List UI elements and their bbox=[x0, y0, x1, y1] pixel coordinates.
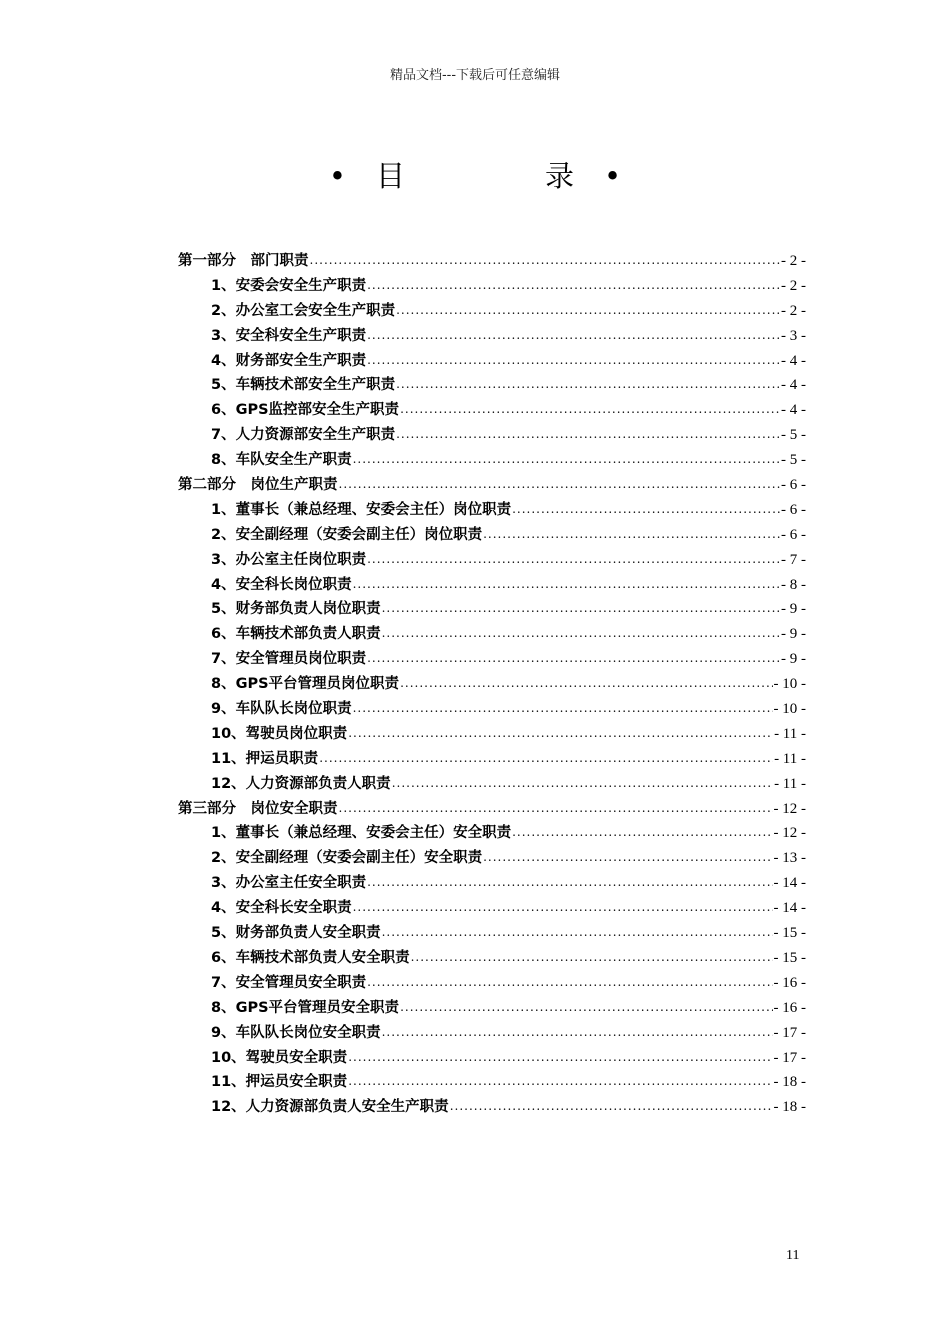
toc-entry[interactable] bbox=[178, 772, 806, 797]
toc-entry-page: - 4 - bbox=[781, 377, 806, 394]
toc-dot-leader bbox=[348, 721, 773, 746]
header-note: 精品文档---下载后可任意编辑 bbox=[389, 68, 561, 83]
toc-entry[interactable] bbox=[178, 548, 806, 573]
toc-section-entry[interactable] bbox=[178, 797, 806, 822]
toc-entry[interactable] bbox=[178, 1070, 806, 1095]
toc-entry[interactable] bbox=[178, 722, 806, 747]
toc-entry-label: 4、安全科长安全职责 bbox=[211, 900, 352, 917]
toc-entry-label: 2、安全副经理（安委会副主任）安全职责 bbox=[211, 850, 483, 867]
toc-entry-page: - 18 - bbox=[773, 1074, 806, 1091]
toc-entry-label: 4、安全科长岗位职责 bbox=[211, 576, 352, 593]
toc-entry[interactable] bbox=[178, 274, 806, 299]
toc-entry-page: - 15 - bbox=[773, 949, 806, 966]
toc-entry[interactable] bbox=[178, 1046, 806, 1071]
toc-dot-leader bbox=[400, 995, 772, 1020]
toc-entry-page: - 5 - bbox=[781, 427, 806, 444]
toc-entry-page: - 12 - bbox=[773, 825, 806, 842]
toc-entry[interactable] bbox=[178, 896, 806, 921]
toc-entry-page: - 9 - bbox=[781, 601, 806, 618]
toc-entry-page: - 2 - bbox=[781, 302, 806, 319]
toc-entry[interactable] bbox=[178, 946, 806, 971]
toc-entry-label: 第二部分 岗位生产职责 bbox=[178, 477, 338, 494]
toc-entry-page: - 10 - bbox=[773, 701, 806, 718]
toc-entry-page: - 16 - bbox=[773, 974, 806, 991]
toc-entry-label: 8、GPS平台管理员岗位职责 bbox=[211, 676, 400, 693]
toc-entry-page: - 17 - bbox=[773, 1024, 806, 1041]
toc-entry-page: - 2 - bbox=[781, 253, 806, 269]
toc-entry-label: 第三部分 岗位安全职责 bbox=[178, 800, 338, 817]
toc-entry[interactable] bbox=[178, 573, 806, 598]
toc-entry-label: 11、押运员安全职责 bbox=[211, 1074, 348, 1091]
toc-entry-label: 3、办公室主任安全职责 bbox=[211, 875, 367, 892]
toc-entry-label: 2、办公室工会安全生产职责 bbox=[211, 302, 396, 319]
title-bullet-left: • bbox=[328, 159, 346, 193]
toc-entry-page: - 5 - bbox=[781, 452, 806, 469]
toc-dot-leader bbox=[450, 1094, 773, 1119]
toc-dot-leader bbox=[396, 372, 780, 397]
toc-dot-leader bbox=[353, 447, 780, 472]
toc-entry-label: 7、安全管理员安全职责 bbox=[211, 974, 367, 991]
toc-entry-label: 6、GPS监控部安全生产职责 bbox=[211, 402, 400, 419]
toc-section-entry[interactable] bbox=[178, 473, 806, 498]
toc-entry-label: 8、车队安全生产职责 bbox=[211, 452, 352, 469]
toc-entry[interactable] bbox=[178, 697, 806, 722]
page-number: 11 bbox=[786, 1248, 800, 1263]
toc-entry-label: 2、安全副经理（安委会副主任）岗位职责 bbox=[211, 526, 483, 543]
toc-entry-label: 6、车辆技术部负责人职责 bbox=[211, 626, 381, 643]
toc-entry-page: - 3 - bbox=[781, 327, 806, 344]
toc-entry-label: 5、车辆技术部安全生产职责 bbox=[211, 377, 396, 394]
toc-entry[interactable] bbox=[178, 498, 806, 523]
toc-entry[interactable] bbox=[178, 523, 806, 548]
toc-dot-leader bbox=[367, 870, 772, 895]
toc-entry-page: - 7 - bbox=[781, 551, 806, 568]
toc-entry-page: - 4 - bbox=[781, 402, 806, 419]
toc-entry[interactable] bbox=[178, 747, 806, 772]
toc-entry[interactable] bbox=[178, 597, 806, 622]
title-char-2: 录 bbox=[545, 159, 575, 193]
toc-dot-leader bbox=[483, 845, 772, 870]
toc-entry-label: 7、安全管理员岗位职责 bbox=[211, 651, 367, 668]
toc-entry-page: - 9 - bbox=[781, 651, 806, 668]
toc-dot-leader bbox=[512, 497, 780, 522]
toc-entry-page: - 10 - bbox=[773, 676, 806, 693]
toc-dot-leader bbox=[400, 671, 772, 696]
toc-entry[interactable] bbox=[178, 996, 806, 1021]
toc-entry[interactable] bbox=[178, 1021, 806, 1046]
toc-entry-label: 11、押运员职责 bbox=[211, 750, 319, 767]
toc-dot-leader bbox=[382, 1020, 773, 1045]
toc-dot-leader bbox=[353, 895, 773, 920]
toc-dot-leader bbox=[367, 646, 780, 671]
toc-dot-leader bbox=[367, 547, 780, 572]
toc-entry[interactable] bbox=[178, 373, 806, 398]
toc-entry-page: - 6 - bbox=[781, 501, 806, 518]
toc-dot-leader bbox=[339, 796, 773, 821]
toc-dot-leader bbox=[382, 920, 773, 945]
toc-entry[interactable] bbox=[178, 821, 806, 846]
toc-dot-leader bbox=[411, 945, 773, 970]
toc-entry-page: - 11 - bbox=[774, 775, 806, 792]
toc-entry-page: - 2 - bbox=[781, 277, 806, 294]
toc-dot-leader bbox=[339, 472, 781, 497]
toc-entry[interactable] bbox=[178, 647, 806, 672]
toc-entry-label: 7、人力资源部安全生产职责 bbox=[211, 427, 396, 444]
toc-entry-page: - 6 - bbox=[781, 477, 806, 494]
toc-section-entry[interactable] bbox=[178, 249, 806, 274]
toc-entry-label: 6、车辆技术部负责人安全职责 bbox=[211, 949, 410, 966]
title-char-1: 目 bbox=[375, 159, 405, 193]
toc-dot-leader bbox=[367, 348, 780, 373]
toc-entry[interactable] bbox=[178, 324, 806, 349]
toc-entry-label: 10、驾驶员岗位职责 bbox=[211, 725, 348, 742]
toc-entry-page: - 14 - bbox=[773, 875, 806, 892]
toc-entry[interactable] bbox=[178, 971, 806, 996]
toc-entry[interactable] bbox=[178, 871, 806, 896]
toc-entry-label: 3、办公室主任岗位职责 bbox=[211, 551, 367, 568]
toc-entry-label: 10、驾驶员安全职责 bbox=[211, 1049, 348, 1066]
toc-dot-leader bbox=[396, 298, 780, 323]
toc-entry-page: - 18 - bbox=[773, 1099, 806, 1116]
toc-entry-page: - 6 - bbox=[781, 526, 806, 543]
toc-entry-page: - 16 - bbox=[773, 999, 806, 1016]
toc-entry[interactable] bbox=[178, 921, 806, 946]
toc-entry-label: 1、董事长（兼总经理、安委会主任）岗位职责 bbox=[211, 501, 512, 518]
toc-entry-label: 9、车队队长岗位安全职责 bbox=[211, 1024, 381, 1041]
toc-dot-leader bbox=[512, 820, 772, 845]
toc-dot-leader bbox=[319, 746, 773, 771]
toc-entry-page: - 9 - bbox=[781, 626, 806, 643]
toc-entry[interactable] bbox=[178, 349, 806, 374]
toc-dot-leader bbox=[367, 970, 772, 995]
toc-entry-page: - 11 - bbox=[774, 750, 806, 767]
toc-entry[interactable] bbox=[178, 672, 806, 697]
toc-entry-page: - 14 - bbox=[773, 900, 806, 917]
toc-entry-page: - 12 - bbox=[773, 800, 806, 817]
toc-entry-label: 9、车队队长岗位职责 bbox=[211, 701, 352, 718]
toc-entry[interactable] bbox=[178, 846, 806, 871]
toc-dot-leader bbox=[392, 771, 773, 796]
toc-entry-label: 5、财务部负责人安全职责 bbox=[211, 925, 381, 942]
toc-entry-label: 4、财务部安全生产职责 bbox=[211, 352, 367, 369]
toc-entry-page: - 17 - bbox=[773, 1049, 806, 1066]
toc-dot-leader bbox=[353, 696, 773, 721]
toc-entry[interactable] bbox=[178, 423, 806, 448]
toc-dot-leader bbox=[382, 621, 780, 646]
toc-entry-label: 5、财务部负责人岗位职责 bbox=[211, 601, 381, 618]
toc-entry-label: 8、GPS平台管理员安全职责 bbox=[211, 999, 400, 1016]
toc-entry-label: 1、董事长（兼总经理、安委会主任）安全职责 bbox=[211, 825, 512, 842]
toc-entry[interactable] bbox=[178, 448, 806, 473]
toc-entry[interactable] bbox=[178, 1095, 806, 1120]
toc-entry-label: 12、人力资源部负责人安全生产职责 bbox=[211, 1099, 449, 1116]
toc-entry-label: 1、安委会安全生产职责 bbox=[211, 277, 367, 294]
toc-entry-label: 12、人力资源部负责人职责 bbox=[211, 775, 391, 792]
toc-entry-page: - 8 - bbox=[781, 576, 806, 593]
title-bullet-right: • bbox=[604, 159, 622, 193]
toc-entry-page: - 11 - bbox=[774, 725, 806, 742]
table-of-contents bbox=[178, 249, 806, 1120]
toc-dot-leader bbox=[396, 422, 780, 447]
toc-entry[interactable] bbox=[178, 299, 806, 324]
toc-dot-leader bbox=[353, 572, 780, 597]
toc-entry-label: 3、安全科安全生产职责 bbox=[211, 327, 367, 344]
toc-entry[interactable] bbox=[178, 622, 806, 647]
toc-dot-leader bbox=[367, 273, 780, 298]
toc-dot-leader bbox=[348, 1069, 772, 1094]
toc-dot-leader bbox=[310, 248, 781, 273]
toc-entry-label: 第一部分 部门职责 bbox=[178, 253, 309, 269]
toc-dot-leader bbox=[367, 323, 780, 348]
toc-dot-leader bbox=[348, 1045, 772, 1070]
toc-entry-page: - 4 - bbox=[781, 352, 806, 369]
toc-title bbox=[0, 154, 950, 195]
toc-dot-leader bbox=[483, 522, 780, 547]
toc-dot-leader bbox=[400, 397, 780, 422]
toc-entry[interactable] bbox=[178, 398, 806, 423]
toc-entry-page: - 15 - bbox=[773, 925, 806, 942]
toc-dot-leader bbox=[382, 596, 780, 621]
toc-entry-page: - 13 - bbox=[773, 850, 806, 867]
